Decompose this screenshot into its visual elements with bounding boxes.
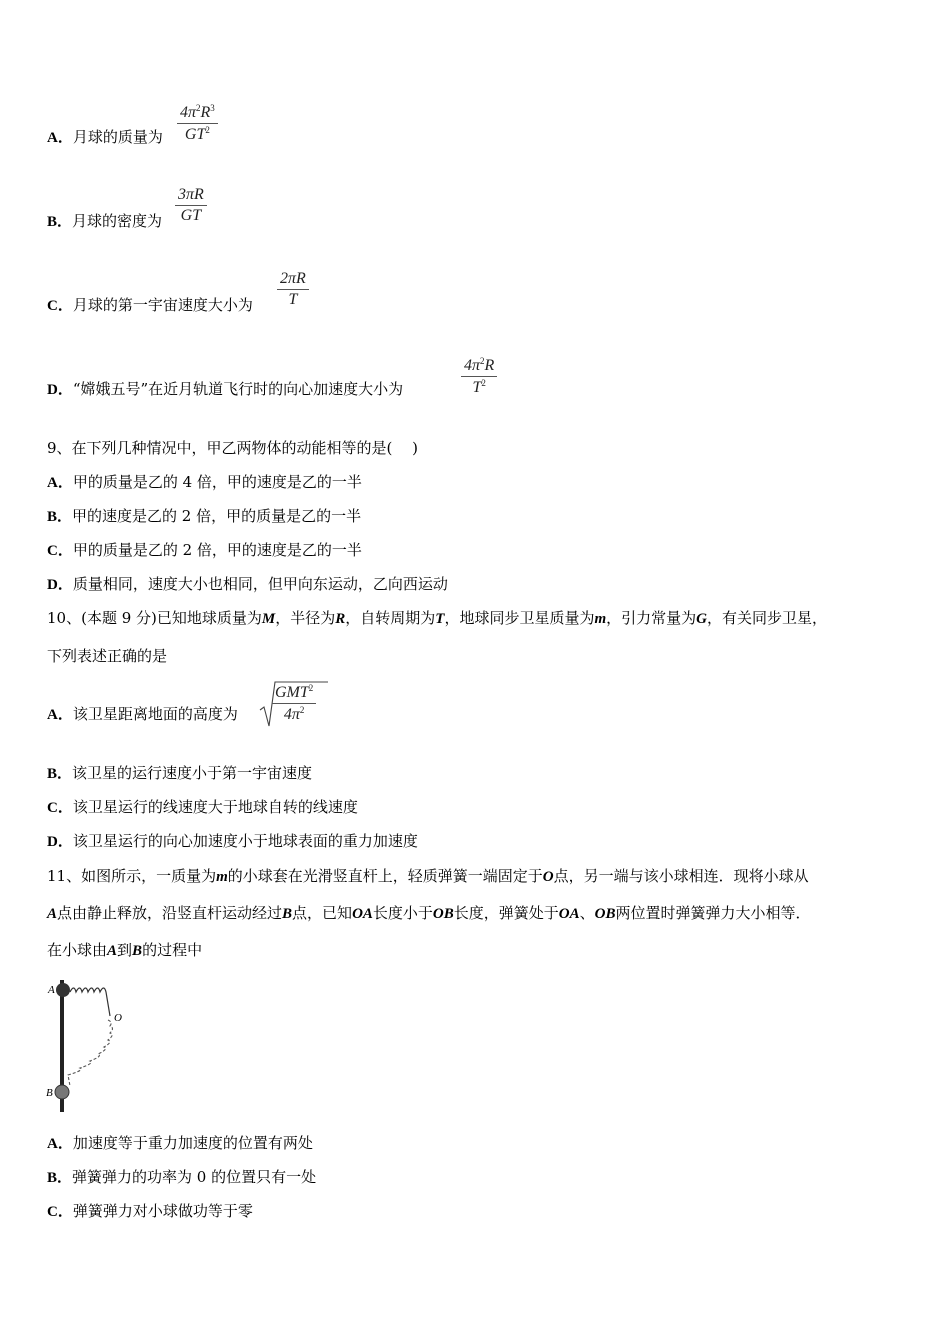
option-letter: C．: [47, 298, 73, 314]
q8-option-c: [47, 295, 253, 316]
label-o: O: [114, 1012, 122, 1024]
q11-stem-line2: A点由静止释放，沿竖直杆运动经过B点，已知OA长度小于OB长度，弹簧处于OA、OB两位置时弹簧弹力大小相等．: [47, 904, 811, 922]
q9-option-d: D．质量相同，速度大小也相同，但甲向东运动，乙向西运动: [47, 575, 448, 593]
q10-option-d: D．该卫星运行的向心加速度小于地球表面的重力加速度: [47, 832, 418, 850]
q8-d-formula: $4\pi^2R$ $T^2$: [461, 356, 497, 397]
q10-option-b: B．该卫星的运行速度小于第一宇宙速度: [47, 764, 313, 782]
option-text: 月球的质量为: [72, 128, 163, 146]
q10-option-c: C．该卫星运行的线速度大于地球自转的线速度: [47, 798, 358, 816]
option-letter: B．: [47, 214, 73, 230]
ball-at-b: [55, 1085, 69, 1099]
q9-option-a: A．甲的质量是乙的 4 倍，甲的速度是乙的一半: [47, 473, 362, 491]
q8-c-formula: 2πR T: [277, 270, 309, 309]
q11-stem-line3: 在小球由A到B的过程中: [47, 941, 203, 959]
option-text: 月球的密度为: [72, 212, 163, 230]
q9-option-b: B．甲的速度是乙的 2 倍，甲的质量是乙的一半: [47, 507, 362, 525]
q11-option-a: A．加速度等于重力加速度的位置有两处: [47, 1134, 313, 1152]
option-text: “嫦娥五号”在近月轨道飞行时的向心加速度大小为: [72, 380, 404, 398]
label-b: B: [46, 1087, 53, 1099]
label-a: A: [48, 984, 55, 996]
q8-option-b: [47, 211, 162, 232]
q11-option-c: C．弹簧弹力对小球做功等于零: [47, 1202, 253, 1220]
q8-option-d: [47, 379, 403, 400]
ball-at-a: [56, 983, 70, 997]
q10-stem-line2: 下列表述正确的是: [47, 647, 168, 665]
q8-a-formula: $4\pi^2R^3$ $GT^2$: [177, 103, 218, 144]
q10-stem: 10、(本题 9 分)已知地球质量为M，半径为R，自转周期为T，地球同步卫星质量为m，引力常量为G，有关同步卫星，: [47, 609, 827, 627]
spring-at-b: [68, 1020, 113, 1086]
spring-rod-figure: [44, 976, 134, 1116]
q8-b-formula: 3πR GT: [175, 186, 207, 225]
q8-option-a: [47, 127, 163, 148]
option-letter: A．: [47, 130, 73, 146]
option-text: 月球的第一宇宙速度大小为: [72, 296, 253, 314]
q11-option-b: B．弹簧弹力的功率为 0 的位置只有一处: [47, 1168, 317, 1186]
q10-option-a: A．该卫星距离地面的高度为: [47, 705, 238, 723]
q9-option-c: C．甲的质量是乙的 2 倍，甲的速度是乙的一半: [47, 541, 362, 559]
spring-at-a: [70, 988, 110, 1016]
q11-stem-line1: 11、如图所示，一质量为m的小球套在光滑竖直杆上，轻质弹簧一端固定于O点，另一端与该小球相连．现将小球从: [47, 867, 809, 885]
option-letter: D．: [47, 382, 73, 398]
q9-stem: 9、在下列几种情况中，甲乙两物体的动能相等的是( ): [47, 439, 419, 457]
